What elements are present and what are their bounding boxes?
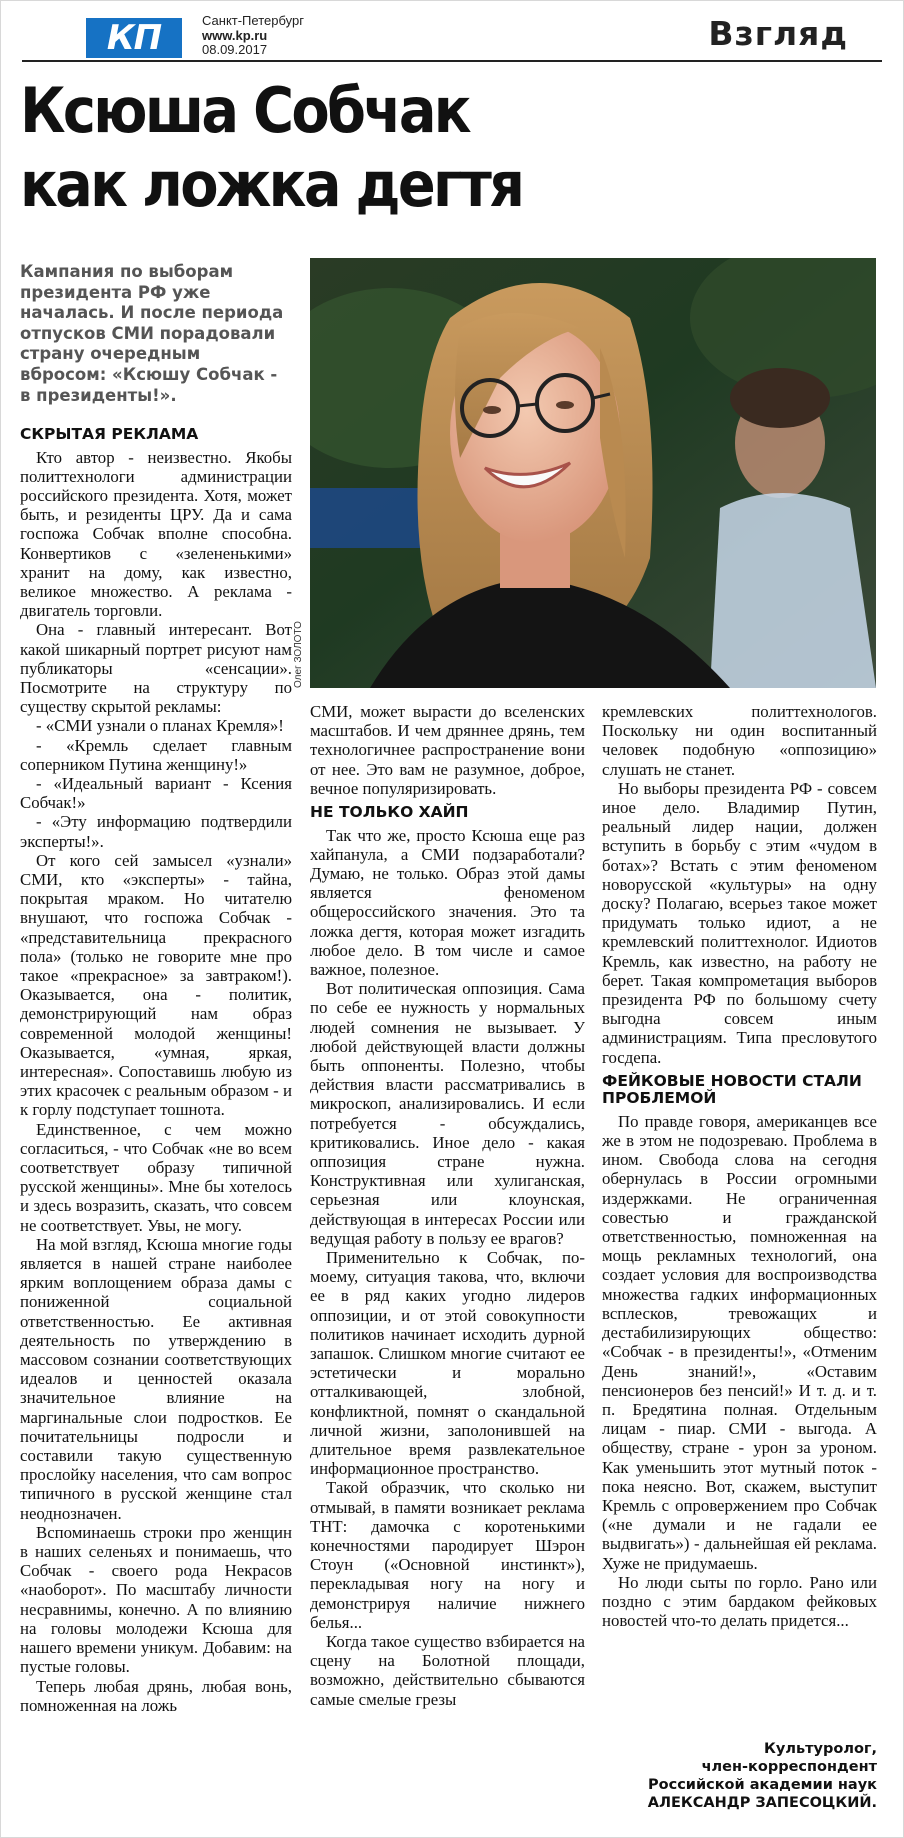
author-signature — [602, 1740, 877, 1812]
city-label: Санкт-Петербург — [202, 13, 304, 28]
paragraph: Теперь любая дрянь, любая вонь, помноженная на ложь — [20, 1676, 292, 1715]
photo-credit: Олег ЗОЛОТО — [293, 621, 304, 688]
paragraph: - «Идеальный вариант - Ксения Собчак!» — [20, 773, 292, 813]
masthead-meta — [202, 14, 304, 58]
paragraph: - «СМИ узнали о планах Кремля»! — [36, 716, 284, 736]
paragraph: Но люди сыты по горло. Рано или поздно с этим бардаком фейковых новостей что-то делать придется... — [602, 1572, 877, 1631]
lead-paragraph: Кампания по выборам президента РФ уже началась. И после периода отпусков СМИ порадовали страну очередным вбросом: «Ксюшу Собчак - в президенты!». — [20, 262, 284, 405]
paragraph: По правде говоря, американцев все же в этом не подозреваю. Проблема в ином. Свобода слова на сегодня обернулась в России огромными издержками. Не ограниченная совестью и гражданской ответственностью, помноженная на мощь рекламных технологий, она создает условия для воспроизводства множества гадких информационных всплесков, тревожащих и дестабилизирующих общество: «Собчак - в президенты!», «Отменим День знаний!», «Оставим пенсионеров без пенсий!» И т. д. и т. п. Бредятина полная. Отдельным лицам - пиар. СМИ - выгода. А обществу, стране - урон за уроном. Как уменьшить этот мутный поток - пока неясно. Вот, скажем, выступит Кремль с опровержением про Собчак («не думали и не гадали ее выдвигать») - дальнейшая ей реклама. Хуже не придумаешь. — [602, 1111, 877, 1573]
signature-line: Культуролог, — [764, 1741, 877, 1757]
photo-illustration — [310, 258, 876, 688]
kp-logo: КП — [86, 18, 182, 58]
paragraph: На мой взгляд, Ксюша многие годы является в нашей стране наиболее ярким воплощением образа дамы с пониженной социальной ответственностью. Ее активная деятельность по утверждению в массовом сознании соответствующих идеалов и ценностей оказала значительное влияние на маргинальные слои подростков. Ее почитательницы подросли и составили такую существенную прослойку населения, что сам вопрос типичного в русской женщине стал неоднозначен. — [20, 1234, 292, 1523]
paragraph: Кто автор - неизвестно. Якобы политтехнологи администрации российского президента. Хотя, может быть, и резиденты ЦРУ. Да и сама госпожа Собчак вполне способна. Конвертиков с «зелененькими» хранит на дому, как известно, великое множество. А реклама - двигатель торговли. — [20, 447, 292, 621]
signature-line: Российской академии наук — [648, 1777, 877, 1793]
paragraph: - «Кремль сделает главным соперником Путина женщину!» — [20, 735, 292, 774]
paragraph: Вспоминаешь строки про женщин в наших селеньях и понимаешь, что Собчак - своего рода Некрасов «наоборот». По масштабу личности несравнимы, конечно. А по влиянию на головы молодежи Ксюша для нашего времени уникум. Добавим: на пустые головы. — [20, 1522, 292, 1677]
signature-line: член-корреспондент — [701, 1759, 877, 1775]
paragraph: Но выборы президента РФ - совсем иное дело. Владимир Путин, реальный лидер нации, должен вступить в борьбу с этим «чудом в ботах»? Встать с этим феноменом новорусской «культуры» на одну доску? Полагаю, всерьез такое может придумать только идиот, а не кремлевский политтехнолог. Идиотов Кремль, как известно, на работу не берет. Такая компрометация выборов президента РФ по большому счету выгодна совсем иным администрациям. Типа пресловутого госдепа. — [602, 778, 877, 1067]
paragraph: Вот политическая оппозиция. Сама по себе ее нужность у нормальных людей сомнения не вызывает. У любой действующей власти должны быть оппоненты. Полезно, чтобы действия власти рассматривались в микроскоп, анализировались. И если потребуется - обсуждались, критиковались. Иное дело - какая оппозиция стране нужна. Конструктивная или хулиганская, серьезная или клоунская, действующая в интересах России или ведущая работу в пользу ее врагов? — [310, 979, 585, 1248]
paragraph: - «Эту информацию подтвердили эксперты!». — [20, 812, 292, 851]
masthead — [22, 12, 882, 62]
paragraph: Так что же, просто Ксюша еще раз хайпанула, а СМИ подзаработали? Думаю, не только. Образ этой дамы является феноменом общероссийского значения. Это та ложка дегтя, которая может изгадить любое дело. В том числе и самое важное, полезное. — [310, 825, 585, 979]
article-column-3 — [602, 702, 877, 1838]
subheading: НЕ ТОЛЬКО ХАЙП — [310, 803, 469, 822]
subheading: СКРЫТАЯ РЕКЛАМА — [20, 425, 199, 443]
headline — [20, 74, 794, 222]
headline-line: как ложка дегтя — [20, 148, 523, 221]
issue-date: 08.09.2017 — [202, 42, 268, 57]
signature-line: АЛЕКСАНДР ЗАПЕСОЦКИЙ. — [647, 1795, 877, 1811]
section-title: Взгляд — [708, 14, 848, 53]
paragraph: Когда такое существо взбирается на сцену на Болотной площади, возможно, действительно сбываются самые смелые грезы — [310, 1632, 585, 1709]
paragraph: Она - главный интересант. Вот какой шикарный портрет рисуют нам публикаторы «сенсации». Посмотрите на структуру по существу скрытой рекламы: — [20, 620, 292, 717]
paragraph: СМИ, может вырасти до вселенских масштабов. И чем дряннее дрянь, тем технологичнее распространение вони от нее. Это вам не разумное, доброе, вечное популяризировать. — [310, 702, 585, 798]
subheading: ФЕЙКОВЫЕ НОВОСТИ СТАЛИ ПРОБЛЕМОЙ — [602, 1071, 862, 1108]
paragraph: От кого сей замысел «узнали» СМИ, кто «эксперты» - тайна, покрытая мраком. Но читателю внушают, что госпожа Собчак - «представительница прекрасного пола» (только не говорите мне про такое «прекрасное» за завтраком!). Оказывается, она - политик, демонстрирующий нам образ современной молодой женщины! Оказывается, «умная, яркая, интересная». Сопоставишь любую из этих красочек с реальным образом - и к горлу подступает тошнота. — [20, 850, 292, 1120]
article-column-1 — [20, 420, 292, 1838]
headline-line: Ксюша Собчак — [20, 74, 469, 147]
paragraph: Единственное, с чем можно согласиться, - что Собчак «не во всем соответствует образу типичной русской женщины». Мне бы хотелось и здесь возразить, сказать, что совсем не соответствует. Увы, не могу. — [20, 1119, 292, 1235]
site-link[interactable]: www.kp.ru — [202, 27, 268, 43]
paragraph: Такой образчик, что сколько ни отмывай, в памяти возникает реклама ТНТ: дамочка с коротенькими конечностями пародирует Шэрон Стоун («Основной инстинкт»), перекладывая ногу на ногу и демонстрируя наличие нижнего белья... — [310, 1478, 585, 1632]
article-photo — [310, 258, 876, 688]
paragraph: кремлевских политтехнологов. Поскольку ни один воспитанный человек подобную «оппозицию» слушать не станет. — [602, 702, 877, 779]
article-column-2 — [310, 702, 585, 1838]
paragraph: Применительно к Собчак, по-моему, ситуация такова, что, включи ее в ряд каких угодно лидеров оппозиции, и от этой совокупности политиков начинает исходить дурной запашок. Слишком многие считают ее эстетически и морально отталкивающей, злобной, конфликтной, помнят о скандальной личной жизни, заполонившей на длительное время развлекательное информационное пространство. — [310, 1247, 585, 1479]
